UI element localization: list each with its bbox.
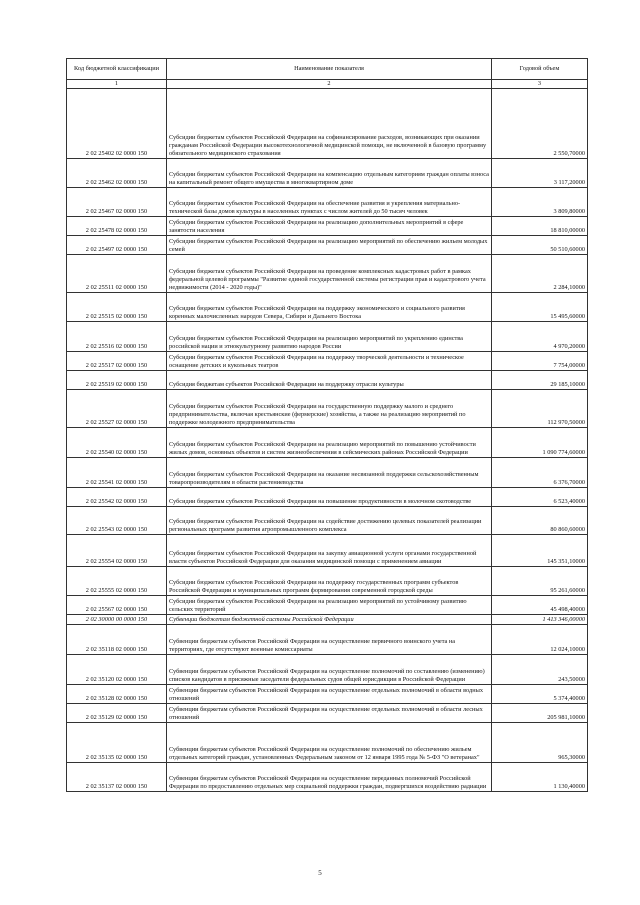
row-name: Субсидии бюджетам субъектов Российской Федерации на закупку авиационной услуги органами государственной власти субъектов Российской Федерации для оказания медицинской помощи с применением авиации (167, 535, 492, 567)
table-row (67, 188, 588, 217)
header-name: Наименование показателя (167, 59, 492, 80)
row-amount: 965,30000 (492, 723, 588, 763)
table-row (67, 488, 588, 507)
row-amount: 205 981,10000 (492, 704, 588, 723)
row-amount: 5 374,40000 (492, 685, 588, 704)
row-code: 2 02 35135 02 0000 150 (67, 723, 167, 763)
table-row (67, 535, 588, 567)
row-amount: 6 523,40000 (492, 488, 588, 507)
table-row (67, 763, 588, 792)
row-code: 2 02 25516 02 0000 150 (67, 322, 167, 352)
row-code: 2 02 25542 02 0000 150 (67, 488, 167, 507)
table-row-subtotal (67, 615, 588, 625)
row-code: 2 02 25462 02 0000 150 (67, 159, 167, 188)
row-amount: 50 510,60000 (492, 236, 588, 255)
table-row (67, 371, 588, 390)
row-name: Субсидии бюджетам субъектов Российской Федерации на обеспечение развития и укрепления материально-технической базы домов культуры в населенных пунктах с числом жителей до 50 тысяч человек (167, 188, 492, 217)
row-name: Субсидии бюджетам субъектов Российской Федерации на поддержку государственных программ субъектов Российской Федерации и муниципальных программ формирования современной городской среды (167, 567, 492, 596)
row-amount: 15 495,60000 (492, 293, 588, 322)
row-amount: 4 970,20000 (492, 322, 588, 352)
row-amount: 12 024,10000 (492, 625, 588, 655)
row-code: 2 02 35120 02 0000 150 (67, 655, 167, 685)
table-row (67, 255, 588, 293)
row-name: Субвенции бюджетам субъектов Российской Федерации на осуществление полномочий по составлению (изменению) списков кандидатов в присяжные заседатели федеральных судов общей юрисдикции в Российской Федерации (167, 655, 492, 685)
table-row (67, 236, 588, 255)
row-name: Субсидии бюджетам субъектов Российской Федерации на повышение продуктивности в молочном скотоводстве (167, 488, 492, 507)
row-amount: 7 754,00000 (492, 352, 588, 371)
row-amount: 1 413 346,00000 (492, 615, 588, 625)
row-name: Субсидии бюджетам субъектов Российской Федерации на государственную поддержку малого и среднего предпринимательства, включая крестьянские (фермерские) хозяйства, а также на реализацию мероприятий по поддержке молодежного предпринимательства (167, 390, 492, 428)
row-amount: 2 284,10000 (492, 255, 588, 293)
row-code: 2 02 25540 02 0000 150 (67, 428, 167, 458)
table-row (67, 567, 588, 596)
row-amount: 243,50000 (492, 655, 588, 685)
row-name: Субвенции бюджетам субъектов Российской Федерации на осуществление первичного воинского учета на территориях, где отсутствуют военные комиссариаты (167, 625, 492, 655)
table-row (67, 159, 588, 188)
row-amount: 3 809,80000 (492, 188, 588, 217)
row-code: 2 02 25467 02 0000 150 (67, 188, 167, 217)
row-name: Субсидии бюджетам субъектов Российской Федерации на реализацию мероприятий по повышению устойчивости жилых домов, основных объектов и систем жизнеобеспечения в сейсмических районах Российской Федерации (167, 428, 492, 458)
row-amount: 6 376,70000 (492, 458, 588, 488)
row-code: 2 02 25554 02 0000 150 (67, 535, 167, 567)
row-name: Субсидии бюджетам субъектов Российской Федерации на проведение комплексных кадастровых работ в рамках федеральной целевой программы "Развитие единой государственной системы регистрации прав и кадастрового учета недвижимости (2014 - 2020 годы)" (167, 255, 492, 293)
row-name: Субвенции бюджетам субъектов Российской Федерации на осуществление отдельных полномочий в области лесных отношений (167, 704, 492, 723)
table-row (67, 625, 588, 655)
table-row (67, 428, 588, 458)
row-amount: 18 810,00000 (492, 217, 588, 236)
row-name: Субсидии бюджетам субъектов Российской Федерации на содействие достижению целевых показателей реализации региональных программ развития агропромышленного комплекса (167, 507, 492, 535)
row-name: Субсидии бюджетам субъектов Российской Федерации на компенсацию отдельным категориям граждан оплаты взноса на капитальный ремонт общего имущества в многоквартирном доме (167, 159, 492, 188)
row-code: 2 02 35129 02 0000 150 (67, 704, 167, 723)
table-row (67, 685, 588, 704)
row-code: 2 02 30000 00 0000 150 (67, 615, 167, 625)
row-amount: 45 498,40000 (492, 596, 588, 615)
table-row (67, 655, 588, 685)
row-name: Субсидии бюджетам субъектов Российской Федерации на реализацию дополнительных мероприятий в сфере занятости населения (167, 217, 492, 236)
row-name: Субвенции бюджетам бюджетной системы Российской Федерации (167, 615, 492, 625)
row-name: Субсидии бюджетам субъектов Российской Федерации на поддержку экономического и социального развития коренных малочисленных народов Севера, Сибири и Дальнего Востока (167, 293, 492, 322)
row-amount: 145 351,10000 (492, 535, 588, 567)
row-amount: 29 185,10000 (492, 371, 588, 390)
table-row (67, 293, 588, 322)
row-name: Субсидии бюджетам субъектов Российской Федерации на реализацию мероприятий по устойчивому развитию сельских территорий (167, 596, 492, 615)
row-name: Субсидии бюджетам субъектов Российской Федерации на поддержку творческой деятельности и техническое оснащение детских и кукольных театров (167, 352, 492, 371)
row-name: Субсидия бюджетам субъектов Российской Федерации на поддержку отрасли культуры (167, 371, 492, 390)
row-code: 2 02 25515 02 0000 150 (67, 293, 167, 322)
row-amount: 2 550,70000 (492, 89, 588, 159)
row-amount: 3 117,20000 (492, 159, 588, 188)
header-num-3: 3 (492, 80, 588, 89)
table-row (67, 507, 588, 535)
row-name: Субвенции бюджетам субъектов Российской Федерации на осуществление полномочий по обеспечению жильем отдельных категорий граждан, установленных Федеральным законом от 12 января 1995 года № 5-ФЗ "О ветеранах" (167, 723, 492, 763)
row-code: 2 02 25478 02 0000 150 (67, 217, 167, 236)
header-amount: Годовой объем (492, 59, 588, 80)
row-amount: 112 970,50000 (492, 390, 588, 428)
row-code: 2 02 25519 02 0000 150 (67, 371, 167, 390)
row-name: Субвенции бюджетам субъектов Российской Федерации на осуществление отдельных полномочий в области водных отношений (167, 685, 492, 704)
row-code: 2 02 25511 02 0000 150 (67, 255, 167, 293)
table-row (67, 217, 588, 236)
table-row (67, 390, 588, 428)
row-code: 2 02 25527 02 0000 150 (67, 390, 167, 428)
header-code: Код бюджетной классификации (67, 59, 167, 80)
row-name: Субсидии бюджетам субъектов Российской Федерации на оказание несвязанной поддержки сельскохозяйственным товаропроизводителям в области растениеводства (167, 458, 492, 488)
row-amount: 95 261,60000 (492, 567, 588, 596)
row-name: Субвенции бюджетам субъектов Российской Федерации на осуществление переданных полномочий Российской Федерации по предоставлению отдельных мер социальной поддержки граждан, подвергшихся воздействию радиации (167, 763, 492, 792)
header-num-1: 1 (67, 80, 167, 89)
table-row (67, 723, 588, 763)
row-name: Субсидии бюджетам субъектов Российской Федерации на реализацию мероприятий по обеспечению жильем молодых семей (167, 236, 492, 255)
row-name: Субсидии бюджетам субъектов Российской Федерации на софинансирование расходов, возникающих при оказании гражданам Российской Федерации высокотехнологичной медицинской помощи, не включенной в базовую программу обязательного медицинского страхования (167, 89, 492, 159)
table-row (67, 458, 588, 488)
header-num-2: 2 (167, 80, 492, 89)
table-row (67, 89, 588, 159)
row-code: 2 02 25402 02 0000 150 (67, 89, 167, 159)
row-amount: 1 130,40000 (492, 763, 588, 792)
table-header (67, 59, 588, 89)
row-code: 2 02 25541 02 0000 150 (67, 458, 167, 488)
row-code: 2 02 25497 02 0000 150 (67, 236, 167, 255)
page-number: 5 (318, 869, 322, 877)
table-row (67, 322, 588, 352)
row-code: 2 02 35118 02 0000 150 (67, 625, 167, 655)
table-row (67, 596, 588, 615)
row-code: 2 02 25555 02 0000 150 (67, 567, 167, 596)
row-code: 2 02 35137 02 0000 150 (67, 763, 167, 792)
budget-table (66, 58, 588, 792)
table-row (67, 704, 588, 723)
table-row (67, 352, 588, 371)
row-name: Субсидии бюджетам субъектов Российской Федерации на реализацию мероприятий по укреплению единства российской нации и этнокультурному развитию народов России (167, 322, 492, 352)
row-amount: 1 090 774,60000 (492, 428, 588, 458)
row-code: 2 02 35128 02 0000 150 (67, 685, 167, 704)
row-code: 2 02 25567 02 0000 150 (67, 596, 167, 615)
row-code: 2 02 25543 02 0000 150 (67, 507, 167, 535)
row-code: 2 02 25517 02 0000 150 (67, 352, 167, 371)
row-amount: 80 860,60000 (492, 507, 588, 535)
